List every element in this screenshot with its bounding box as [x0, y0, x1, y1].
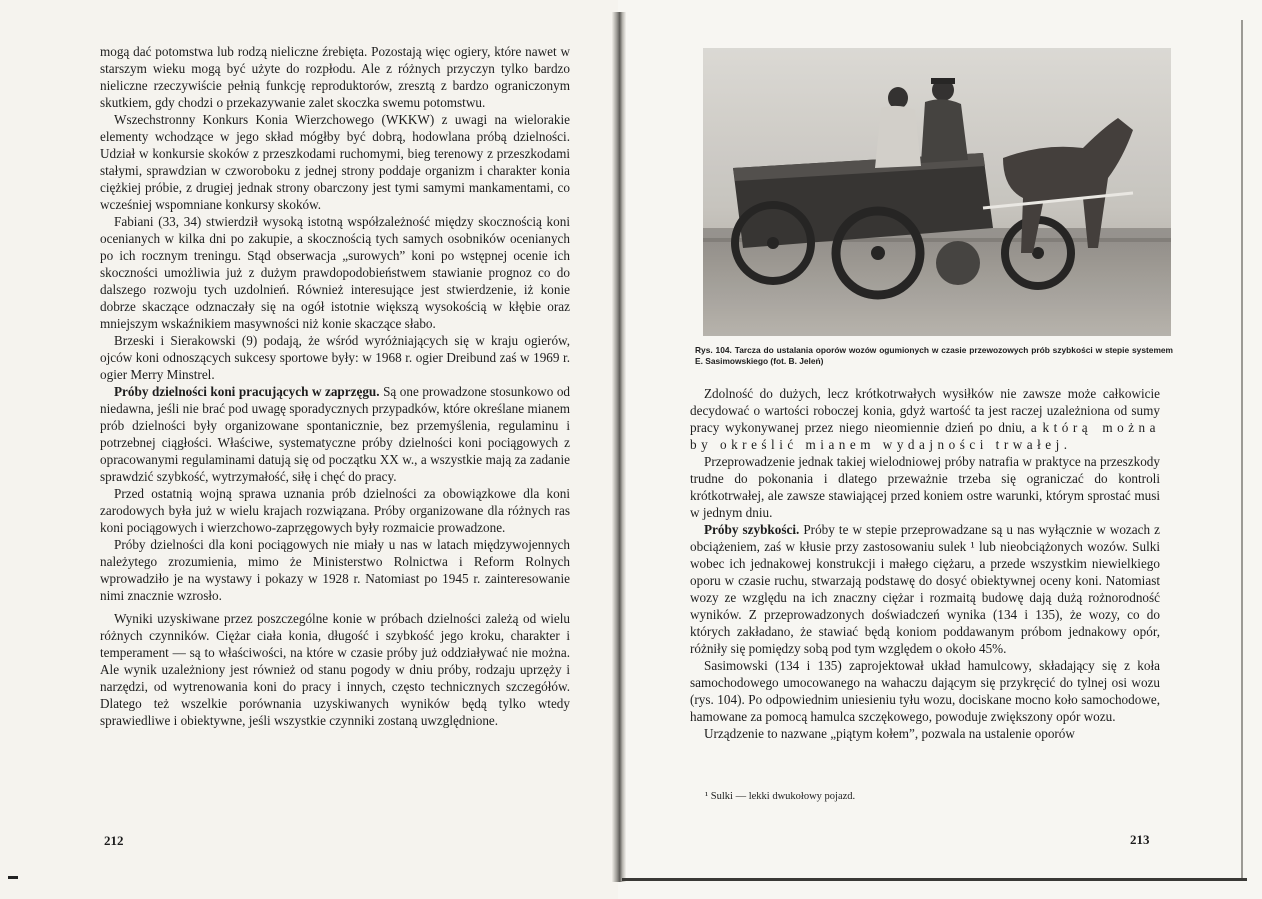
paragraph: mogą dać potomstwa lub rodzą nieliczne źrebięta. Pozostają więc ogiery, które nawet w starszym wieku mogą być użyte do rozpłodu. Ale z różnych przyczyn tylko bardzo nieliczne rzeczywiście pełnią funkcję reproduktorów, zresztą z bardzo ograniczonym skutkiem, gdy chodzi o przekazywanie zalet skoczka swemu potomstwu. — [100, 44, 570, 110]
page-number-left: 212 — [104, 833, 124, 848]
left-page-text — [100, 43, 570, 729]
horse-cart-photo — [703, 48, 1171, 336]
paragraph: Brzeski i Sierakowski (9) podają, że wśród wyróżniających się w kraju ogierów, ojców koni odnoszących sukcesy sportowe były: w 1968 r. ogier Dreibund zaś w 1969 r. ogier Merry Minstrel. — [100, 333, 570, 382]
paragraph: Wszechstronny Konkurs Konia Wierzchowego (WKKW) z uwagi na wielorakie elementy wchodzące w jego skład mógłby być dobrą, hodowlana próbą dzielności. Udział w konkursie skoków z przeszkodami ruchomymi, bieg terenowy z przeszkodami stałymi, sprawdzian w czworoboku z jednej strony poddaje organizm i charakter konia ciężkiej próbie, z drugiej jednak strony obarczony jest tymi samymi mankamentami, co wcześniej wspomniane konkursy skoków. — [100, 112, 570, 212]
paragraph: Sasimowski (134 i 135) zaprojektował układ hamulcowy, składający się z koła samochodowego umocowanego na wahaczu dającym się przykręcić do tylnej osi wozu (rys. 104). Po odpowiednim uniesieniu tyłu wozu, dociskane mocno koło samochodowe, hamowane za pomocą hamulca szczękowego, powoduje zwiększony opór wozu. — [690, 658, 1160, 724]
emphasized-text: którą można by określić mianem wydajności trwałej. — [690, 420, 1160, 452]
paragraph: Wyniki uzyskiwane przez poszczególne konie w próbach dzielności zależą od wielu różnych czynników. Ciężar ciała konia, długość i szybkość jego kroku, charakter i temperament — są to właściwości, na które w czasie próby już oddziaływać nie można. Ale wynik uzależniony jest również od stanu pogody w dniu próby, rodzaju uprzęży i narzędzi, od wytrenowania koni do pracy i innych, często technicznych szczegółów. Dlatego też wszelkie porównania uzyskiwanych wyników będą tylko wtedy sprawiedliwe i obiektywne, jeśli wszystkie czynniki zostaną uwzględnione. — [100, 611, 570, 728]
paragraph: Przeprowadzenie jednak takiej wielodniowej próby natrafia w praktyce na przeszkody trudne do pokonania i dlatego przeważnie trzeba się ograniczać do kontroli krótkotrwałej, ale zawsze stawiającej przed koniem ostre warunki, którym sprostać musi w jednym dniu. — [690, 454, 1160, 520]
paragraph — [690, 521, 1160, 657]
paragraph: Przed ostatnią wojną sprawa uznania prób dzielności za obowiązkowe dla koni zarodowych była już w wielu krajach rozwiązana. Próby organizowane dla różnych ras koni pociągowych i wierzchowo-zaprzęgowych były rozmaicie prowadzone. — [100, 486, 570, 535]
section-heading: Próby dzielności koni pracujących w zaprzęgu. — [114, 384, 380, 399]
paragraph — [690, 385, 1160, 453]
page-number-right: 213 — [1130, 832, 1150, 847]
figure-caption: Rys. 104. Tarcza do ustalania oporów wozów ogumionych w czasie przewozowych prób szybkości w stepie systemem E. Sasimowskiego (fot. B. Jeleń) — [695, 345, 1173, 366]
page-bottom-edge — [622, 878, 1247, 881]
paragraph-text: Są one prowadzone stosunkowo od niedawna, jeśli nie brać pod uwagę sporadycznych przypadków, które określane mianem prób dzielności były organizowane spontanicznie, bez przemyślenia, regulaminu i potrzebnej ciągłości. Właściwe, systematyczne próby dzielności koni pociągowych z opracowanymi regulaminami datują się od początku XX w., a wszystkie mają za zadanie sprawdzić szybkość, wytrzymałość, siłę i chęć do pracy. — [100, 384, 571, 484]
paragraph: Próby dzielności dla koni pociągowych nie miały u nas w latach międzywojennych należytego zrozumienia, mimo że Ministerstwo Rolnictwa i Reform Rolnych wprowadziło je na wystawy i pokazy w 1928 r. Natomiast po 1945 r. zainteresowanie nimi znacznie wzrosło. — [100, 537, 570, 603]
section-heading: Próby szybkości. — [704, 522, 800, 537]
paragraph-text: Próby te w stepie przeprowadzane są u nas wyłącznie w wozach z obciążeniem, zaś w kłusie przy zastosowaniu sulek ¹ lub nieobciążonych wozów. Sulki wobec ich jednakowej konstrukcji i małego ciężaru, a przede wszystkim niewielkiego oporu w czasie ruchu, stwarzają podstawę do dosyć obiektywnej oceny koni. Natomiast wozy ze względu na ich znaczny ciężar i rozmaitą budowę dają dużą rożnorodność wyników. Z przeprowadzonych doświadczeń wynika (134 i 135), że wozy, co do których zakładano, że stawiać będą koniom poddawanym próbom jednakowy opór, różniły się pomiędzy sobą pod tym względem o około 45%. — [690, 522, 1160, 656]
paragraph: Fabiani (33, 34) stwierdził wysoką istotną współzależność między skocznością koni ocenianych w kilka dni po zakupie, a skocznością tych samych osobników ocenianych po ich rocznym treningu. Stąd obserwacja „surowych” koni po wstępnej ocenie ich skoczności umożliwia już z dużym prawdopodobieństwem stawianie prognoz co do dalszego rozwoju tych uzdolnień. Również interesujące jest stwierdzenie, iż konie dobrze skaczące odznaczały się na ogół istotnie większą wysokością w kłębie oraz mniejszym wskaźnikiem masywności niż konie skaczące słabo. — [100, 214, 570, 331]
paragraph: Urządzenie to nazwane „piątym kołem”, pozwala na ustalenie oporów — [704, 726, 1075, 741]
figure-photo — [703, 48, 1171, 336]
footnote: ¹ Sulki — lekki dwukołowy pojazd. — [705, 791, 856, 802]
book-gutter — [612, 12, 626, 882]
margin-mark — [8, 876, 18, 879]
page-edge — [1241, 20, 1243, 880]
right-page-text — [690, 385, 1160, 742]
paragraph-text: Zdolność do dużych, lecz krótkotrwałych wysiłków nie zawsze może całkowicie decydować o wartości roboczej konia, gdyż wartość ta jest raczej uzależniona od sumy pracy wykonywanej przez niego nieomiennie dzień po dniu, a — [690, 386, 1160, 435]
paragraph — [100, 383, 570, 485]
